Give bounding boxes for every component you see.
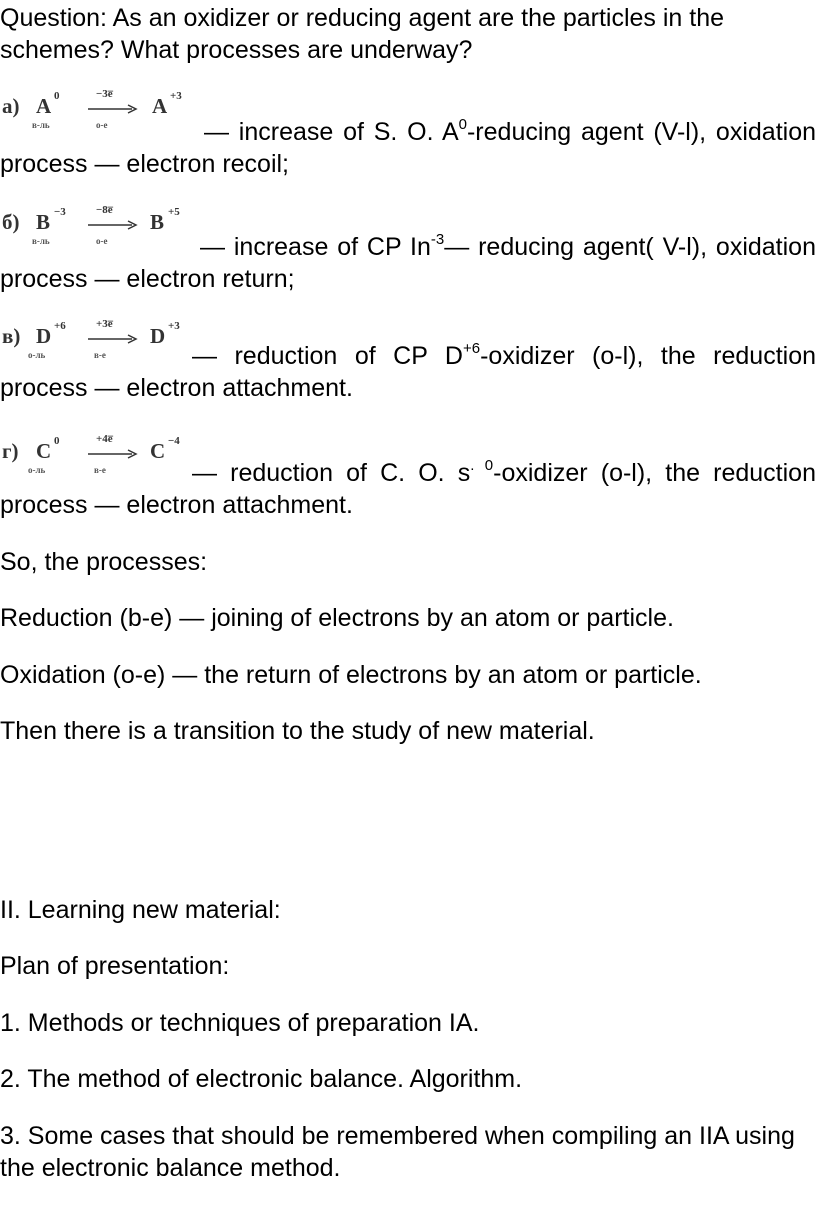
scheme-letter: б) bbox=[2, 210, 20, 234]
plan-item: 3. Some cases that should be remembered when compiling an IIA using the electronic balance method. bbox=[0, 1122, 795, 1182]
scheme-from-element: B bbox=[36, 210, 51, 234]
scheme-to-charge: +5 bbox=[168, 206, 180, 218]
summary-transition: Then there is a transition to the study of new material. bbox=[0, 717, 595, 745]
summary-intro: So, the processes: bbox=[0, 548, 208, 576]
scheme-from-charge: −3 bbox=[54, 206, 66, 218]
scheme-to-charge: −4 bbox=[168, 435, 180, 447]
scheme-letter: в) bbox=[2, 324, 21, 348]
plan-title: Plan of presentation: bbox=[0, 952, 230, 980]
scheme-to-element: A bbox=[152, 94, 168, 118]
scheme-from-element: A bbox=[36, 94, 52, 118]
scheme-arrow-sub: о-е bbox=[96, 236, 108, 246]
scheme-from-charge: 0 bbox=[54, 435, 60, 447]
scheme-letter: г) bbox=[2, 439, 19, 463]
scheme-arrow-label: +4e̅ bbox=[96, 433, 113, 445]
scheme-arrow-sub: в-е bbox=[94, 465, 106, 475]
scheme-arrow-label: −3e̅ bbox=[96, 88, 113, 100]
reaction-arrow-icon bbox=[88, 104, 138, 114]
scheme-from-sub: в-ль bbox=[32, 236, 50, 246]
scheme-letter: a) bbox=[2, 94, 20, 118]
scheme-to-charge: +3 bbox=[170, 90, 182, 102]
section-heading: II. Learning new material: bbox=[0, 896, 281, 924]
scheme-from-element: D bbox=[36, 324, 52, 348]
scheme-to-element: D bbox=[150, 324, 166, 348]
scheme-from-charge: 0 bbox=[54, 90, 60, 102]
scheme-arrow-label: −8e̅ bbox=[96, 204, 113, 216]
plan-item: 2. The method of electronic balance. Algorithm. bbox=[0, 1065, 523, 1093]
scheme-arrow-label: +3e̅ bbox=[96, 318, 113, 330]
scheme-c-description: — reduction of CP $D^{+6}$-oxidizer (o-l), the reduction process — electron attachment. bbox=[0, 339, 816, 402]
scheme-to-charge: +3 bbox=[168, 320, 180, 332]
scheme-from-element: C bbox=[36, 439, 52, 463]
scheme-to-element: B bbox=[150, 210, 165, 234]
scheme-from-sub: о-ль bbox=[28, 350, 46, 360]
scheme-arrow-sub: в-е bbox=[94, 350, 106, 360]
plan-item: 1. Methods or techniques of preparation IA. bbox=[0, 1009, 480, 1037]
scheme-a-description: — increase of S. O. $A^0$-reducing agent (V-l), oxidation process — electron recoil; bbox=[0, 115, 816, 178]
question-text: Question: As an oxidizer or reducing agent are the particles in the schemes? What processes are underway? bbox=[0, 4, 725, 64]
scheme-from-charge: +6 bbox=[54, 320, 66, 332]
summary-oxidation: Oxidation (o-e) — the return of electrons by an atom or particle. bbox=[0, 661, 702, 689]
summary-reduction: Reduction (b-e) — joining of electrons by an atom or particle. bbox=[0, 604, 674, 632]
scheme-arrow-sub: о-е bbox=[96, 120, 108, 130]
scheme-from-sub: о-ль bbox=[28, 465, 46, 475]
scheme-from-sub: в-ль bbox=[32, 120, 50, 130]
scheme-b-description: — increase of CP $In^{-3}—$ reducing agent( V-l), oxidation process — electron return; bbox=[0, 230, 816, 293]
scheme-d-description: — reduction of C. O. $s^{. 0}$-oxidizer (o-l), the reduction process — electron attachment. bbox=[0, 456, 816, 519]
reaction-arrow-icon bbox=[88, 220, 138, 230]
scheme-to-element: C bbox=[150, 439, 166, 463]
